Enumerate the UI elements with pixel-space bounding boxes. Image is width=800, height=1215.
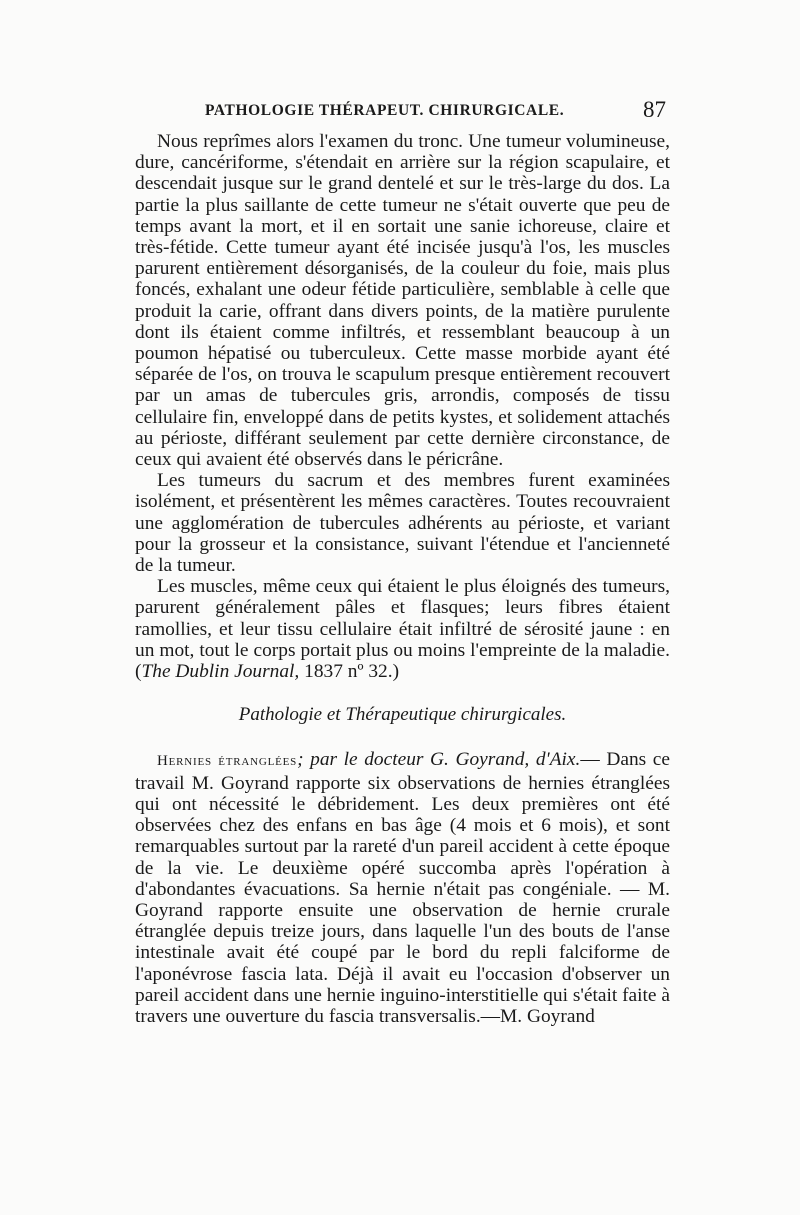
article-lead: Hernies étranglées [157, 753, 298, 770]
paragraph-hernies [135, 749, 670, 1027]
article-text: — Dans ce travail M. Goyrand rapporte six observations de hernies étranglées qui ont nécessité le débridement. Les deux premières ont été observées chez des enfans en bas âge (4 mois et 6 mois), et sont remarquables surtout par la rareté d'un pareil accident à cette époque de la vie. Le deuxième opéré succomba après l'opération à d'abondantes évacuations. Sa hernie n'était pas congéniale. — M. Goyrand rapporte ensuite une observation de hernie crurale étranglée depuis treize jours, dans laquelle l'un des bouts de l'anse intestinale avait été coupé par le bord du repli falciforme de l'aponévrose fascia lata. Déjà il avait eu l'occasion d'observer un pareil accident dans une hernie inguino-interstitielle qui s'était faite à travers une ouverture du fascia transversalis.—M. Goyrand [135, 749, 671, 1027]
running-head: PATHOLOGIE THÉRAPEUT. CHIRURGICALE. [205, 102, 565, 119]
paragraph-muscles-text: Les muscles, même ceux qui étaient le plus éloignés des tumeurs, parurent généralement pâles et flasques; leurs fibres étaient ramollies, et leur tissu cellulaire était infiltré de sérosité jaune : en un mot, tout le corps portait plus ou moins l'empreinte de la maladie. ( [135, 576, 670, 683]
paragraph-tumeurs-sacrum: Les tumeurs du sacrum et des membres furent examinées isolément, et présentèrent les mêmes caractères. Toutes recouvraient une agglomération de tubercules adhérents au périoste, et variant pour la grosseur et la consistance, suivant l'étendue et l'ancienneté de la tumeur. [135, 470, 670, 577]
page-number: 87 [643, 97, 666, 122]
body-text [135, 131, 670, 1027]
page-header [135, 98, 670, 128]
paragraph-tumeur-tronc: Nous reprîmes alors l'examen du tronc. Une tumeur volumineuse, dure, cancériforme, s'étendait en arrière sur la région scapulaire, et descendait jusque sur le grand dentelé et sur le très-large du dos. La partie la plus saillante de cette tumeur ne s'était ouverte que peu de temps avant la mort, et il en sortait une sanie ichoreuse, claire et très-fétide. Cette tumeur ayant été incisée jusqu'à l'os, les muscles parurent entièrement désorganisés, de la couleur du foie, mais plus foncés, exhalant une odeur fétide particulière, semblable à celle que produit la carie, offrant dans divers points, de la matière purulente dont ils étaient comme infiltrés, et ressemblant beaucoup à un poumon hépatisé ou tuberculeux. Cette masse morbide ayant été séparée de l'os, on trouva le scapulum presque entièrement recouvert par un amas de tubercules gris, arrondis, composés de tissu cellulaire fin, enveloppé dans de petits kystes, et solidement attachés au périoste, différant seulement par cette dernière circonstance, de ceux qui avaient été observés dans le péricrâne. [135, 131, 670, 471]
citation-end: 1837 nº 32.) [299, 661, 400, 683]
journal-citation: The Dublin Journal, [141, 661, 300, 683]
paragraph-muscles [135, 576, 670, 682]
article-author: ; par le docteur G. Goyrand, d'Aix. [297, 749, 581, 771]
section-title: Pathologie et Thérapeutique chirurgicales. [238, 704, 567, 726]
